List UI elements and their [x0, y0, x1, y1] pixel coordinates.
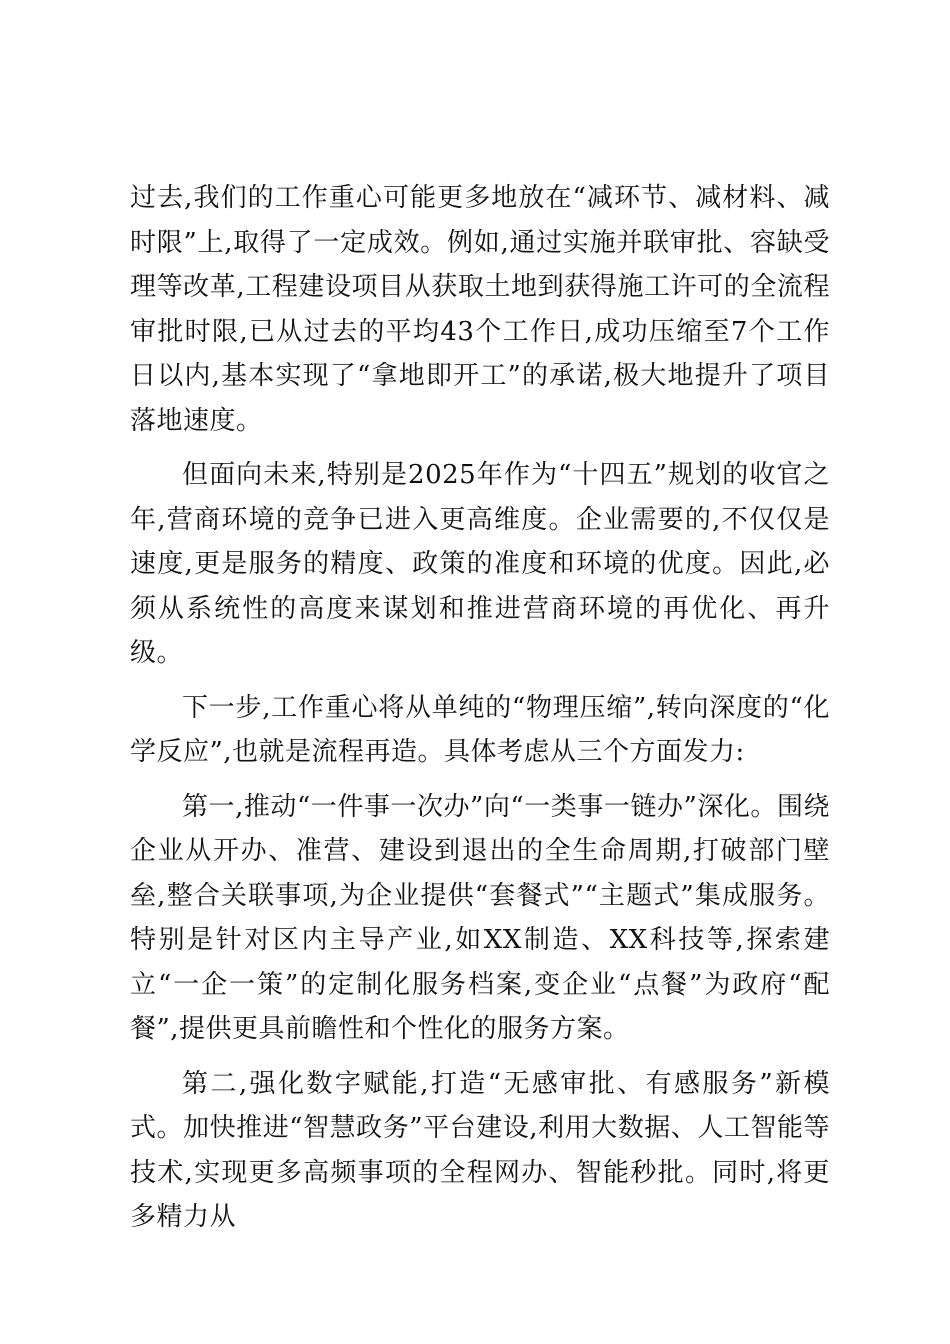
paragraph-3: 下一步,工作重心将从单纯的“物理压缩”,转向深度的“化学反应”,也就是流程再造。具体考虑从三个方面发力: [130, 692, 830, 767]
paragraph-2: 但面向未来,特别是2025年作为“十四五”规划的收官之年,营商环境的竞争已进入更高维度。企业需要的,不仅仅是速度,更是服务的精度、政策的准度和环境的优度。因此,必须从系统性的高度来谋划和推进营商环境的再优化、再升级。 [130, 460, 830, 668]
paragraph-5: 第二,强化数字赋能,打造“无感审批、有感服务”新模式。加快推进“智慧政务”平台建设,利用大数据、人工智能等技术,实现更多高频事项的全程网办、智能秒批。同时,将更多精力从 [130, 1068, 830, 1232]
paragraph-1: 过去,我们的工作重心可能更多地放在“减环节、减材料、减时限”上,取得了一定成效。例如,通过实施并联审批、容缺受理等改革,工程建设项目从获取土地到获得施工许可的全流程审批时限,已从过去的平均43个工作日,成功压缩至7个工作日以内,基本实现了“拿地即开工”的承诺,极大地提升了项目落地速度。 [130, 183, 830, 436]
paragraph-4: 第一,推动“一件事一次办”向“一类事一链办”深化。围绕企业从开办、准营、建设到退出的全生命周期,打破部门壁垒,整合关联事项,为企业提供“套餐式”“主题式”集成服务。特别是针对区内主导产业,如XX制造、XX科技等,探索建立“一企一策”的定制化服务档案,变企业“点餐”为政府“配餐”,提供更具前瞻性和个性化的服务方案。 [130, 791, 830, 1044]
document-body [130, 176, 830, 1250]
